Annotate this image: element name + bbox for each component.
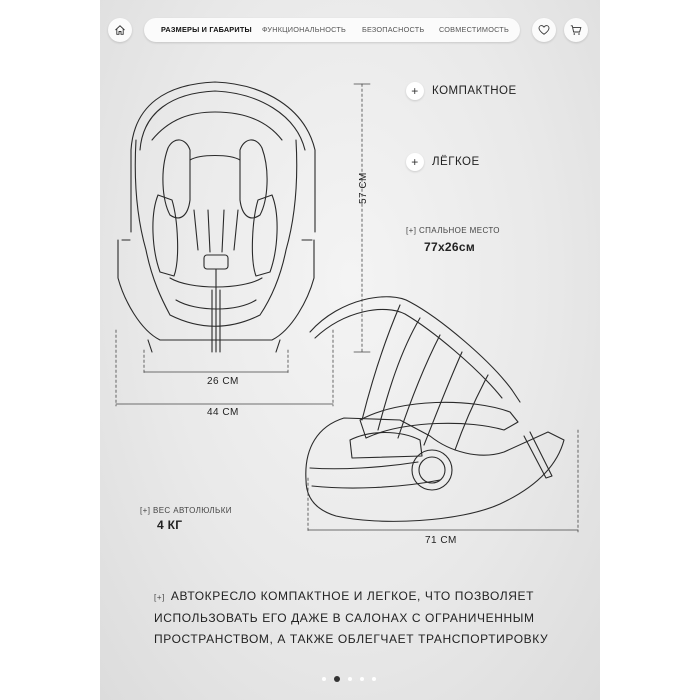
pagination-dot[interactable] xyxy=(322,677,326,681)
weight-title: ВЕС АВТОЛЮЛЬКИ xyxy=(152,506,232,515)
dimension-lines xyxy=(116,84,578,532)
sleep-area-value: 77x26см xyxy=(424,240,476,254)
bracket-mark: [+] xyxy=(140,506,151,515)
pagination-dots xyxy=(322,676,376,682)
tab-sizes[interactable]: РАЗМЕРЫ И ГАБАРИТЫ xyxy=(161,25,252,34)
front-view-drawing xyxy=(118,82,315,352)
pagination-dot[interactable] xyxy=(372,677,376,681)
inner-width-dimension: 26 СМ xyxy=(207,376,239,387)
tab-safety[interactable]: БЕЗОПАСНОСТЬ xyxy=(362,25,425,34)
plus-icon[interactable]: + xyxy=(406,82,424,100)
description xyxy=(154,586,574,650)
pagination-dot[interactable] xyxy=(348,677,352,681)
plus-icon[interactable]: + xyxy=(406,153,424,171)
feature-light xyxy=(406,153,480,171)
length-dimension: 71 СМ xyxy=(425,535,457,546)
feature-compact xyxy=(406,82,517,100)
pagination-dot[interactable] xyxy=(360,677,364,681)
side-view-drawing xyxy=(306,297,564,522)
tab-compatibility[interactable]: СОВМЕСТИМОСТЬ xyxy=(439,25,509,34)
product-panel xyxy=(100,0,600,700)
tab-functionality[interactable]: ФУНКЦИОНАЛЬНОСТЬ xyxy=(262,25,346,34)
weight-label xyxy=(140,506,232,515)
bracket-mark: [+] xyxy=(154,593,165,602)
bracket-mark: [+] xyxy=(406,226,417,235)
weight-value: 4 КГ xyxy=(157,518,183,532)
height-dimension: 57 СМ xyxy=(358,172,369,204)
sleep-area-label xyxy=(406,226,500,235)
outer-width-dimension: 44 СМ xyxy=(207,407,239,418)
feature-light-label: ЛЁГКОЕ xyxy=(432,156,480,168)
pagination-dot[interactable] xyxy=(334,676,340,682)
sleep-area-title: СПАЛЬНОЕ МЕСТО xyxy=(418,226,500,235)
feature-compact-label: КОМПАКТНОЕ xyxy=(432,85,517,97)
description-text: АВТОКРЕСЛО КОМПАКТНОЕ И ЛЕГКОЕ, ЧТО ПОЗВОЛЯЕТ ИСПОЛЬЗОВАТЬ ЕГО ДАЖЕ В САЛОНАХ С ОГРАНИЧЕННЫМ ПРОСТРАНСТВОМ, А ТАКЖЕ ОБЛЕГЧАЕТ ТРАНСПОРТИРОВКУ xyxy=(154,589,549,646)
